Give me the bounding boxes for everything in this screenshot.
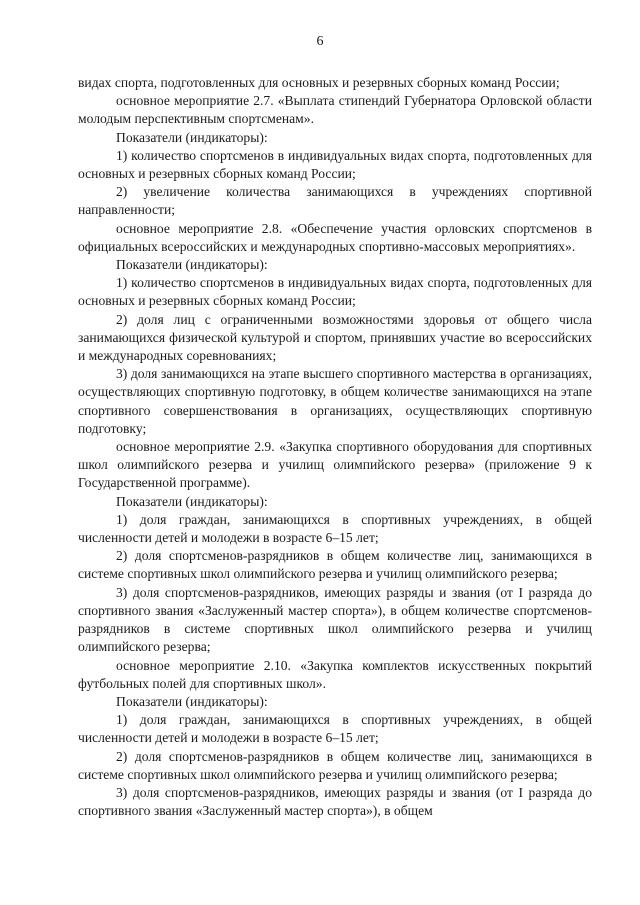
paragraph: Показатели (индикаторы): — [116, 693, 268, 709]
page-number: 6 — [316, 34, 324, 49]
paragraph: Показатели (индикаторы): — [116, 493, 268, 509]
paragraph: основное мероприятие 2.10. «Закупка комплектов искусственных покрытий футбольных полей для спортивных школ». — [78, 657, 592, 691]
paragraph: 2) доля спортсменов-разрядников в общем количестве лиц, занимающихся в системе спортивных школ олимпийского резерва и училищ олимпийского резерва; — [78, 748, 592, 782]
paragraph: основное мероприятие 2.8. «Обеспечение участия орловских спортсменов в официальных всероссийских и международных спортивно-массовых мероприятиях». — [78, 220, 592, 254]
paragraph: 1) количество спортсменов в индивидуальных видах спорта, подготовленных для основных и резервных сборных команд России; — [78, 147, 592, 182]
paragraph: Показатели (индикаторы): — [116, 129, 268, 145]
paragraph: 3) доля спортсменов-разрядников, имеющих разряды и звания (от I разряда до спортивного звания «Заслуженный мастер спорта»), в общем — [78, 784, 592, 819]
paragraph: 3) доля занимающихся на этапе высшего спортивного мастерства в организациях, осуществляющих спортивную подготовку, в общем количестве занимающихся на этапе спортивного совершенствования в организациях, осуществляющих спортивную подготовку; — [78, 366, 592, 436]
paragraph: основное мероприятие 2.7. «Выплата стипендий Губернатора Орловской области молодым перспективным спортсменам». — [78, 93, 592, 127]
paragraph: 3) доля спортсменов-разрядников, имеющих разряды и звания (от I разряда до спортивного звания «Заслуженный мастер спорта»), в общем количестве спортсменов-разрядников в системе спортивных школ олимпийского резерва и училищ олимпийского резерва; — [78, 584, 592, 655]
paragraph: Показатели (индикаторы): — [116, 257, 268, 273]
paragraph: 1) доля граждан, занимающихся в спортивных учреждениях, в общей численности детей и молодежи в возрасте 6–15 лет; — [78, 511, 592, 546]
paragraph: 2) доля спортсменов-разрядников в общем количестве лиц, занимающихся в системе спортивных школ олимпийского резерва и училищ олимпийского резерва; — [78, 548, 592, 582]
paragraph: видах спорта, подготовленных для основных и резервных сборных команд России; — [78, 75, 560, 90]
paragraph: 2) доля лиц с ограниченными возможностями здоровья от общего числа занимающихся физической культурой и спортом, принявших участие во всероссийских и международных соревнованиях; — [78, 311, 592, 364]
paragraph: 2) увеличение количества занимающихся в учреждениях спортивной направленности; — [78, 184, 592, 218]
paragraph: 1) доля граждан, занимающихся в спортивных учреждениях, в общей численности детей и молодежи в возрасте 6–15 лет; — [78, 712, 592, 746]
paragraph: основное мероприятие 2.9. «Закупка спортивного оборудования для спортивных школ олимпийского резерва и училищ олимпийского резерва» (приложение 9 к Государственной программе). — [78, 439, 592, 491]
paragraph: 1) количество спортсменов в индивидуальных видах спорта, подготовленных для основных и резервных сборных команд России; — [78, 275, 592, 309]
document-body — [78, 74, 592, 820]
